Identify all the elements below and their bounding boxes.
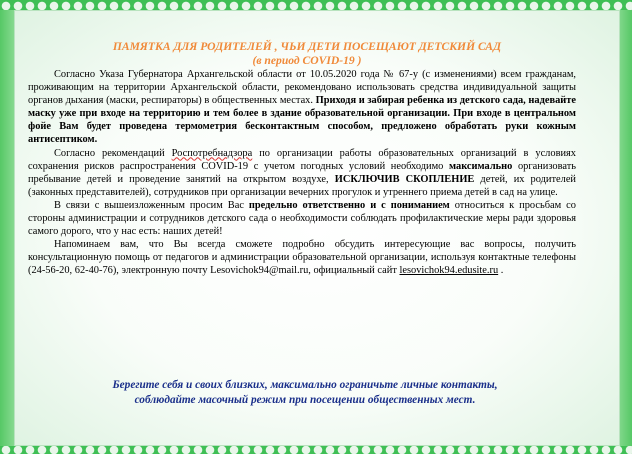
p3-text-c: относиться к просьбам со стороны администрации и сотрудников детского сада о необходимости соблюдать профилактические меры ради здоровья самого дорого, что у нас есть: наших детей! (28, 199, 576, 238)
p2-bold-maximally: максимально (449, 160, 513, 172)
p2-text-b: по организации работы образовательных организаций в условиях сохранения рисков распространения COVID-19 с учетом погодных условий необходимо (28, 147, 577, 172)
p4-text-b: . (498, 265, 504, 277)
closing-line2: соблюдайте масочный режим при посещении общественных мест. (134, 393, 476, 406)
memo-title-line1: ПАМЯТКА ДЛЯ РОДИТЕЛЕЙ , ЧЬИ ДЕТИ ПОСЕЩАЮТ ДЕТСКИЙ САД (112, 40, 502, 53)
closing-message (40, 378, 570, 407)
closing-line1: Берегите себя и своих близких, максимально ограничьте личные контакты, (112, 379, 498, 391)
p2-text-a: Согласно рекомендаций (54, 147, 172, 159)
right-green-edge (618, 10, 632, 446)
website-link[interactable]: lesovichok94.edusite.ru (399, 265, 499, 277)
p2-text-d: организовать пребывание детей и проведение занятий на открытом воздухе, (28, 160, 576, 185)
memo-title (38, 40, 576, 68)
paragraph-decree (28, 68, 576, 147)
left-green-edge (0, 10, 14, 446)
paragraph-rospotrebnadzor (28, 147, 576, 199)
p2-bold-excluding: ИСКЛЮЧИВ СКОПЛЕНИЕ (334, 173, 475, 185)
p2-spellcheck-word: Роспотребнадзора (171, 147, 253, 159)
p3-bold: предельно ответственно и с пониманием (248, 199, 450, 211)
paragraph-decree-text: Согласно Указа Губернатора Архангельской области от 10.05.2020 года № 67-у (с изменениями) всем гражданам, проживающим на территории Архангельской области, рекомендовано использовать средства индивидуальной защиты органов дыхания (маски, респираторы) в общественных местах. (28, 69, 576, 107)
memo-body (28, 40, 576, 278)
p4-text-a: Напоминаем вам, что Вы всегда сможете подробно обсудить интересующие вас вопросы, получить консультационную помощь от педагогов и администрации образовательной организации, используя контактные телефоны (24-56-20, 62-40-76), электронную почту Lesovichok94@mail.ru, официальный сайт (28, 239, 576, 277)
memo-title-line2: (в период COVID-19 ) (252, 54, 362, 67)
p3-text-a: В связи с вышеизложенным просим Вас (54, 199, 249, 211)
paragraph-request (28, 199, 576, 238)
paragraph-decree-bold: Приходя и забирая ребенка из детского сада, надевайте маску уже при входе на территорию и тем более в здание образовательной организации. При входе в центральном фойе Вам будет проведена термометрия бесконтактным способом, предложено обработать руки кожным антисептиком. (28, 95, 576, 146)
p2-text-f: детей, их родителей (законных представителей), сотрудников при организации вечерних прогулок и утреннего приема детей в сад на улице. (28, 173, 576, 198)
paragraph-contacts (28, 238, 576, 277)
